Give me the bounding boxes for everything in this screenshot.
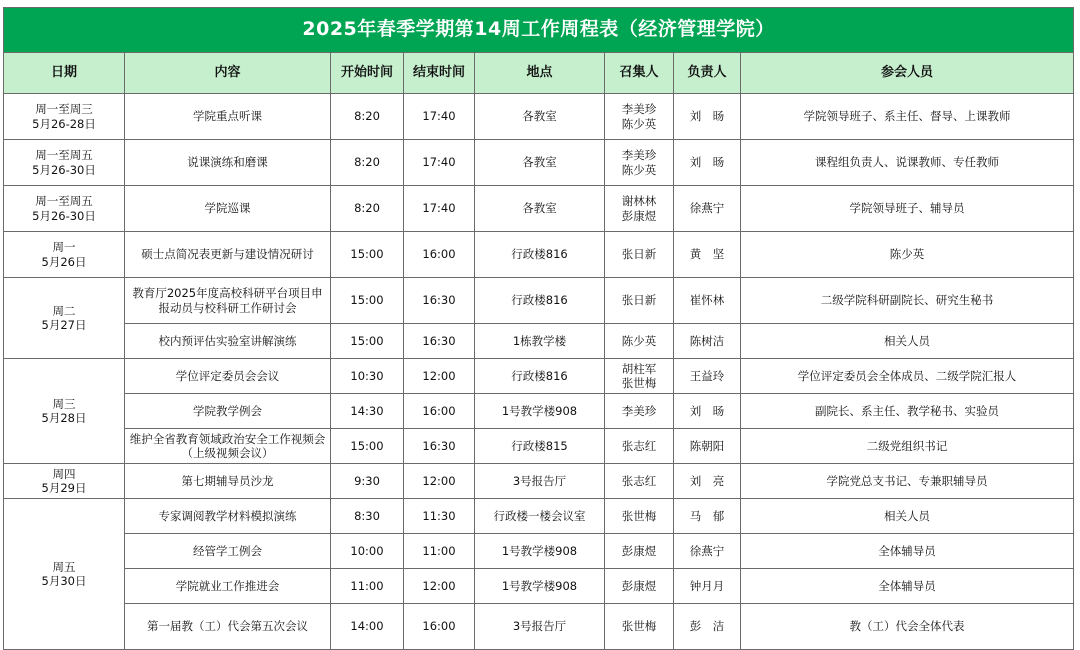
schedule-body: [4, 94, 1074, 650]
item-place: 1号教学楼908: [475, 534, 605, 569]
item-content: 校内预评估实验室讲解演练: [125, 324, 331, 359]
item-convener: 谢林林 彭康煜: [605, 186, 674, 232]
header-end-time: 结束时间: [404, 53, 475, 94]
item-owner: 王益玲: [674, 359, 741, 394]
item-convener: 彭康煜: [605, 534, 674, 569]
table-row: [4, 278, 1074, 324]
day-label: 周一至周五: [35, 148, 93, 163]
item-end-time: 12:00: [404, 464, 475, 499]
table-row: [4, 94, 1074, 140]
item-convener: 陈少英: [605, 324, 674, 359]
day-label: 周五: [52, 559, 76, 574]
item-end-time: 12:00: [404, 359, 475, 394]
item-owner: 刘 亮: [674, 464, 741, 499]
item-start-time: 8:20: [331, 94, 404, 140]
day-label: 周三: [52, 396, 76, 411]
header-row: [4, 53, 1074, 94]
item-convener: 彭康煜: [605, 569, 674, 604]
item-start-time: 9:30: [331, 464, 404, 499]
item-attendees: 学院领导班子、系主任、督导、上课教师: [741, 94, 1074, 140]
header-place: 地点: [475, 53, 605, 94]
day-label: 周四: [52, 466, 76, 481]
item-start-time: 10:00: [331, 534, 404, 569]
item-content: 学院教学例会: [125, 394, 331, 429]
item-attendees: 教（工）代会全体代表: [741, 604, 1074, 650]
item-start-time: 15:00: [331, 278, 404, 324]
item-attendees: 学院领导班子、辅导员: [741, 186, 1074, 232]
item-place: 行政楼816: [475, 359, 605, 394]
date-label: 5月30日: [41, 574, 87, 588]
item-owner: 陈树洁: [674, 324, 741, 359]
table-row: [4, 140, 1074, 186]
table-row: [4, 429, 1074, 464]
table-row: [4, 499, 1074, 534]
item-content: 学院就业工作推进会: [125, 569, 331, 604]
item-owner: 徐燕宁: [674, 534, 741, 569]
item-convener: 张志红: [605, 429, 674, 464]
item-attendees: 课程组负责人、说课教师、专任教师: [741, 140, 1074, 186]
item-owner: 刘 旸: [674, 94, 741, 140]
day-cell: [4, 359, 125, 464]
item-attendees: 副院长、系主任、教学秘书、实验员: [741, 394, 1074, 429]
item-place: 各教室: [475, 186, 605, 232]
table-row: [4, 394, 1074, 429]
table-row: [4, 186, 1074, 232]
item-start-time: 8:30: [331, 499, 404, 534]
item-start-time: 11:00: [331, 569, 404, 604]
date-label: 5月26-30日: [32, 208, 96, 223]
header-content: 内容: [125, 53, 331, 94]
header-start-time: 开始时间: [331, 53, 404, 94]
item-place: 1号教学楼908: [475, 569, 605, 604]
item-content: 硕士点简况表更新与建设情况研讨: [125, 232, 331, 278]
date-label: 5月27日: [41, 318, 87, 332]
schedule-sheet: [3, 7, 1073, 642]
header-owner: 负责人: [674, 53, 741, 94]
item-start-time: 8:20: [331, 186, 404, 232]
day-cell: [4, 94, 125, 140]
item-end-time: 11:30: [404, 499, 475, 534]
item-content: 学院巡课: [125, 186, 331, 232]
day-label: 周二: [52, 303, 76, 318]
item-owner: 徐燕宁: [674, 186, 741, 232]
day-label: 周一: [52, 240, 76, 255]
item-owner: 陈朝阳: [674, 429, 741, 464]
header-date: 日期: [4, 53, 125, 94]
item-end-time: 16:30: [404, 324, 475, 359]
day-cell: [4, 464, 125, 499]
date-label: 5月29日: [41, 481, 87, 495]
item-place: 3号报告厅: [475, 464, 605, 499]
item-convener: 张世梅: [605, 604, 674, 650]
item-attendees: 全体辅导员: [741, 569, 1074, 604]
item-place: 各教室: [475, 140, 605, 186]
item-place: 1栋教学楼: [475, 324, 605, 359]
table-row: [4, 534, 1074, 569]
date-label: 5月26-28日: [32, 116, 96, 131]
item-end-time: 16:30: [404, 429, 475, 464]
table-row: [4, 359, 1074, 394]
item-start-time: 10:30: [331, 359, 404, 394]
day-label: 周一至周五: [35, 194, 93, 209]
table-row: [4, 604, 1074, 650]
item-convener: 李美珍 陈少英: [605, 140, 674, 186]
header-attendees: 参会人员: [741, 53, 1074, 94]
item-start-time: 14:30: [331, 394, 404, 429]
item-attendees: 二级党组织书记: [741, 429, 1074, 464]
item-content: 第一届教（工）代会第五次会议: [125, 604, 331, 650]
item-content: 说课演练和磨课: [125, 140, 331, 186]
item-place: 1号教学楼908: [475, 394, 605, 429]
item-end-time: 11:00: [404, 534, 475, 569]
item-content: 经管学工例会: [125, 534, 331, 569]
item-attendees: 学位评定委员会全体成员、二级学院汇报人: [741, 359, 1074, 394]
item-place: 行政楼815: [475, 429, 605, 464]
item-place: 行政楼816: [475, 232, 605, 278]
item-convener: 张世梅: [605, 499, 674, 534]
date-label: 5月28日: [41, 411, 87, 425]
item-end-time: 16:00: [404, 232, 475, 278]
item-attendees: 相关人员: [741, 499, 1074, 534]
item-attendees: 二级学院科研副院长、研究生秘书: [741, 278, 1074, 324]
item-convener: 张志红: [605, 464, 674, 499]
item-end-time: 17:40: [404, 94, 475, 140]
item-attendees: 学院党总支书记、专兼职辅导员: [741, 464, 1074, 499]
item-end-time: 16:30: [404, 278, 475, 324]
day-cell: [4, 186, 125, 232]
schedule-title: 2025年春季学期第14周工作周程表（经济管理学院）: [4, 8, 1074, 53]
item-content: 学位评定委员会会议: [125, 359, 331, 394]
item-start-time: 15:00: [331, 429, 404, 464]
item-convener: 胡柱军 张世梅: [605, 359, 674, 394]
table-row: [4, 232, 1074, 278]
table-row: [4, 569, 1074, 604]
item-owner: 崔怀林: [674, 278, 741, 324]
item-start-time: 8:20: [331, 140, 404, 186]
table-row: [4, 324, 1074, 359]
day-cell: [4, 140, 125, 186]
item-owner: 马 郁: [674, 499, 741, 534]
item-owner: 彭 洁: [674, 604, 741, 650]
item-start-time: 15:00: [331, 232, 404, 278]
item-attendees: 相关人员: [741, 324, 1074, 359]
item-convener: 张日新: [605, 278, 674, 324]
item-place: 行政楼816: [475, 278, 605, 324]
item-convener: 李美珍 陈少英: [605, 94, 674, 140]
item-convener: 李美珍: [605, 394, 674, 429]
item-owner: 刘 旸: [674, 140, 741, 186]
item-start-time: 15:00: [331, 324, 404, 359]
item-content: 专家调阅教学材料模拟演练: [125, 499, 331, 534]
date-label: 5月26日: [41, 254, 87, 269]
item-attendees: 全体辅导员: [741, 534, 1074, 569]
item-start-time: 14:00: [331, 604, 404, 650]
item-end-time: 17:40: [404, 186, 475, 232]
item-convener: 张日新: [605, 232, 674, 278]
item-end-time: 17:40: [404, 140, 475, 186]
item-owner: 黄 坚: [674, 232, 741, 278]
item-content: 学院重点听课: [125, 94, 331, 140]
item-owner: 钟月月: [674, 569, 741, 604]
item-place: 各教室: [475, 94, 605, 140]
day-cell: [4, 499, 125, 650]
item-end-time: 16:00: [404, 604, 475, 650]
schedule-table: [3, 7, 1074, 650]
item-content: 教育厅2025年度高校科研平台项目申报动员与校科研工作研讨会: [125, 278, 331, 324]
header-convener: 召集人: [605, 53, 674, 94]
item-content: 维护全省教育领域政治安全工作视频会 （上级视频会议）: [125, 429, 331, 464]
day-cell: [4, 232, 125, 278]
day-label: 周一至周三: [35, 102, 93, 117]
item-place: 行政楼一楼会议室: [475, 499, 605, 534]
item-end-time: 16:00: [404, 394, 475, 429]
date-label: 5月26-30日: [32, 162, 96, 177]
table-row: [4, 464, 1074, 499]
item-place: 3号报告厅: [475, 604, 605, 650]
item-content: 第七期辅导员沙龙: [125, 464, 331, 499]
item-owner: 刘 旸: [674, 394, 741, 429]
day-cell: [4, 278, 125, 359]
item-attendees: 陈少英: [741, 232, 1074, 278]
item-end-time: 12:00: [404, 569, 475, 604]
